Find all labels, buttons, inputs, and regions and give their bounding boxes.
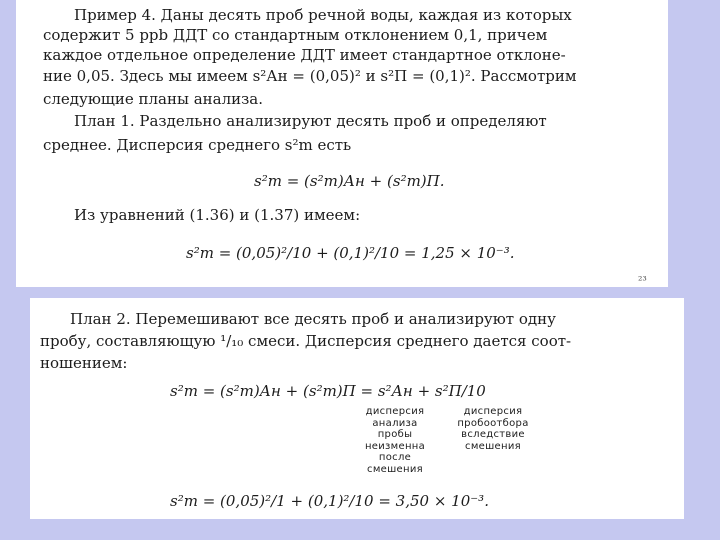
text-line-8: План 2. Перемешивают все десять проб и анализируют одну	[70, 310, 556, 328]
annotation-sampling-variance: дисперсия пробоотбора вследствие смешения	[457, 406, 529, 452]
text-line-7: среднее. Дисперсия среднего s²m есть	[43, 136, 352, 154]
text-line-4: ние 0,05. Здесь мы имеем s²Ан = (0,05)² и s²П = (0,1)². Рассмотрим	[43, 67, 577, 85]
page-scan-top	[16, 0, 668, 287]
text-line-1: Пример 4. Даны десять проб речной воды, каждая из которых	[74, 6, 572, 24]
formula-4: s²m = (0,05)²/1 + (0,1)²/10 = 3,50 × 10⁻³.	[170, 492, 489, 510]
text-line-6: План 1. Раздельно анализируют десять проб и определяют	[74, 112, 547, 130]
page-number-mark: ²³	[638, 274, 647, 287]
text-line-5: следующие планы анализа.	[43, 90, 263, 108]
text-line-2: содержит 5 ppb ДДТ со стандартным отклонением 0,1, причем	[43, 26, 548, 44]
annotation-analysis-variance: дисперсия анализа пробы неизменна после смешения	[364, 406, 426, 475]
text-intro-equations: Из уравнений (1.36) и (1.37) имеем:	[74, 206, 361, 224]
text-line-3: каждое отдельное определение ДДТ имеет стандартное отклоне-	[43, 46, 566, 64]
page-scan-bottom	[30, 298, 684, 519]
formula-1: s²m = (s²m)Ан + (s²m)П.	[254, 172, 445, 190]
formula-3: s²m = (s²m)Ан + (s²m)П = s²Ан + s²П/10	[170, 382, 486, 400]
text-line-9: пробу, составляющую ¹/₁₀ смеси. Дисперсия среднего дается соот-	[40, 332, 572, 350]
text-line-10: ношением:	[40, 354, 128, 372]
formula-2: s²m = (0,05)²/10 + (0,1)²/10 = 1,25 × 10⁻³.	[186, 244, 515, 262]
